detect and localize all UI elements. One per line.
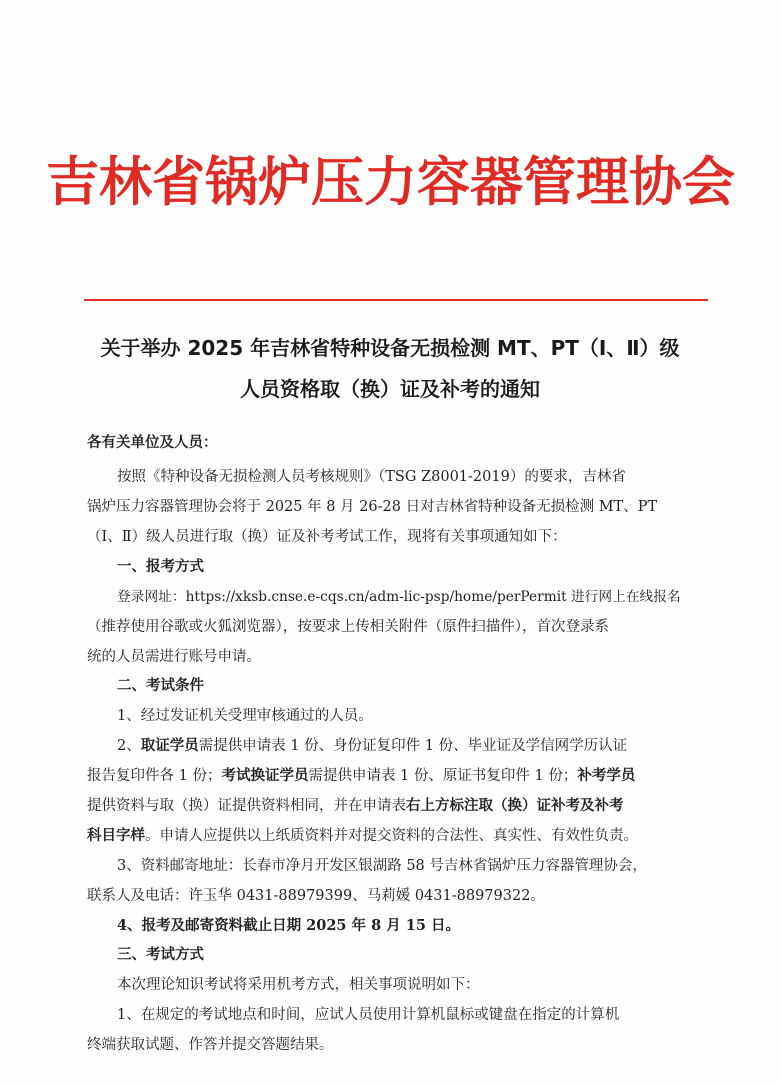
letterhead-divider xyxy=(84,299,708,301)
section-2-item-2-line-4 xyxy=(87,824,687,845)
section-2-item-2-line-2 xyxy=(87,764,687,785)
item-text: 需提供申请表 1 份、原证书复印件 1 份； xyxy=(308,768,578,784)
section-1-line-2: （推荐使用谷歌或火狐浏览器），按要求上传相关附件（原件扫描件），首次登录系 xyxy=(87,619,609,635)
section-3-heading: 三、考试方式 xyxy=(117,947,204,963)
section-2-item-3-line-1: 3、资料邮寄地址：长春市净月开发区银湖路 58 号吉林省锅炉压力容器管理协会， xyxy=(117,858,647,874)
section-1-heading: 一、报考方式 xyxy=(117,559,204,575)
section-3-item-1-line-1: 1、在规定的考试地点和时间，应试人员使用计算机鼠标或键盘在指定的计算机 xyxy=(117,1007,620,1023)
section-1-line-3: 统的人员需进行账号申请。 xyxy=(87,649,261,665)
item-text: 提供资料与取（换）证提供资料相同，并在申请表 xyxy=(87,798,406,814)
section-1-line-1: 登录网址：https://xksb.cnse.e-cqs.cn/adm-lic-psp/home/perPermit 进行网上在线报名 xyxy=(117,589,681,605)
intro-line-1: 按照《特种设备无损检测人员考核规则》（TSG Z8001-2019）的要求，吉林省 xyxy=(117,469,626,485)
item-text: 。申请人应提供以上纸质资料并对提交资料的合法性、真实性、有效性负责。 xyxy=(145,828,638,844)
emphasis-mark-note: 右上方标注取（换）证补考及补考 xyxy=(406,797,624,814)
section-3-intro: 本次理论知识考试将采用机考方式，相关事项说明如下： xyxy=(117,977,480,993)
salutation: 各有关单位及人员： xyxy=(87,435,218,451)
section-3-item-1-line-2: 终端获取试题、作答并提交答题结果。 xyxy=(87,1037,334,1053)
organization-letterhead: 吉林省锅炉压力容器管理协会 xyxy=(46,152,735,213)
section-2-item-2-line-3 xyxy=(87,794,687,815)
item-number: 2、 xyxy=(117,738,141,754)
section-2-item-1: 1、经过发证机关受理审核通过的人员。 xyxy=(117,708,373,724)
section-2-item-4-deadline: 4、报考及邮寄资料截止日期 2025 年 8 月 15 日。 xyxy=(117,917,460,934)
notice-title-line-2: 人员资格取（换）证及补考的通知 xyxy=(240,377,540,401)
item-text: 需提供申请表 1 份、身份证复印件 1 份、毕业证及学信网学历认证 xyxy=(198,738,628,754)
section-2-item-3-line-2: 联系人及电话：许玉华 0431-88979399、马莉媛 0431-88979322。 xyxy=(87,888,545,904)
emphasis-subject-words: 科目字样 xyxy=(87,827,145,844)
section-2-item-2-line-1 xyxy=(117,734,687,755)
item-text: 报告复印件各 1 份； xyxy=(87,768,222,784)
section-2-heading: 二、考试条件 xyxy=(117,678,204,694)
emphasis-new-applicants: 取证学员 xyxy=(140,737,199,754)
intro-line-2: 锅炉压力容器管理协会将于 2025 年 8 月 26-28 日对吉林省特种设备无损检测 MT、PT xyxy=(87,499,658,515)
emphasis-retake-applicants: 补考学员 xyxy=(577,767,636,784)
intro-line-3: （Ⅰ、Ⅱ）级人员进行取（换）证及补考考试工作，现将有关事项通知如下： xyxy=(87,529,567,545)
notice-title-line-1: 关于举办 2025 年吉林省特种设备无损检测 MT、PT（Ⅰ、Ⅱ）级 xyxy=(100,336,680,360)
emphasis-renewal-applicants: 考试换证学员 xyxy=(221,767,309,784)
